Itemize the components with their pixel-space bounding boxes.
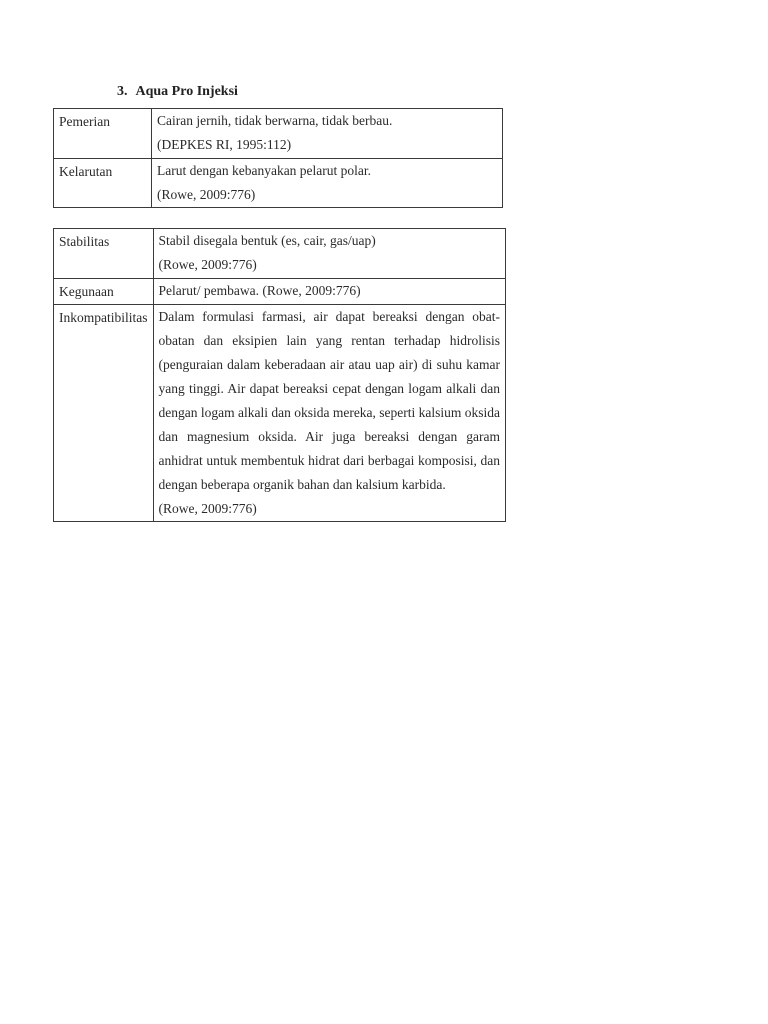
table-row-pemerian	[54, 109, 503, 159]
row-label: Kegunaan	[54, 279, 154, 305]
value-line: obatan dan eksipien lain yang rentan terhadap hidrolisis	[158, 333, 501, 348]
value-line: Dalam formulasi farmasi, air dapat bereaksi dengan obat-	[158, 309, 501, 324]
table-row-kegunaan	[54, 279, 506, 305]
value-line: dengan logam alkali dan oksida mereka, seperti kalsium oksida	[158, 405, 501, 420]
row-label: Pemerian	[54, 109, 152, 159]
value-reference: (Rowe, 2009:776)	[157, 187, 256, 202]
row-label: Kelarutan	[54, 159, 152, 208]
row-value	[153, 279, 506, 305]
row-label: Inkompatibilitas	[54, 305, 154, 522]
row-value	[153, 305, 506, 522]
section-title: Aqua Pro Injeksi	[135, 84, 238, 99]
value-line: Stabil disegala bentuk (es, cair, gas/uap)	[158, 233, 376, 248]
value-line: (penguraian dalam keberadaan air atau uap air) di suhu kamar	[158, 357, 501, 372]
section-number: 3.	[117, 84, 128, 99]
table-row-inkompatibilitas	[54, 305, 506, 522]
table-row-kelarutan	[54, 159, 503, 208]
row-label: Stabilitas	[54, 229, 154, 279]
value-line: anhidrat untuk membentuk hidrat dari berbagai komposisi, dan	[158, 453, 501, 468]
section-heading	[117, 84, 238, 100]
properties-table-2	[53, 228, 506, 522]
value-reference: (Rowe, 2009:776)	[158, 257, 257, 272]
value-reference: (Rowe, 2009:776)	[158, 501, 257, 516]
value-line: Pelarut/ pembawa. (Rowe, 2009:776)	[158, 283, 361, 298]
properties-table-1	[53, 108, 503, 208]
row-value	[152, 159, 503, 208]
value-line: Cairan jernih, tidak berwarna, tidak berbau.	[157, 113, 393, 128]
value-reference: (DEPKES RI, 1995:112)	[157, 137, 292, 152]
value-line: dan magnesium oksida. Air juga bereaksi dengan garam	[158, 429, 501, 444]
row-value	[152, 109, 503, 159]
value-line: dengan beberapa organik bahan dan kalsium karbida.	[158, 477, 446, 492]
row-value	[153, 229, 506, 279]
value-line: Larut dengan kebanyakan pelarut polar.	[157, 163, 372, 178]
table-row-stabilitas	[54, 229, 506, 279]
value-line: yang tinggi. Air dapat bereaksi cepat dengan logam alkali dan	[158, 381, 501, 396]
